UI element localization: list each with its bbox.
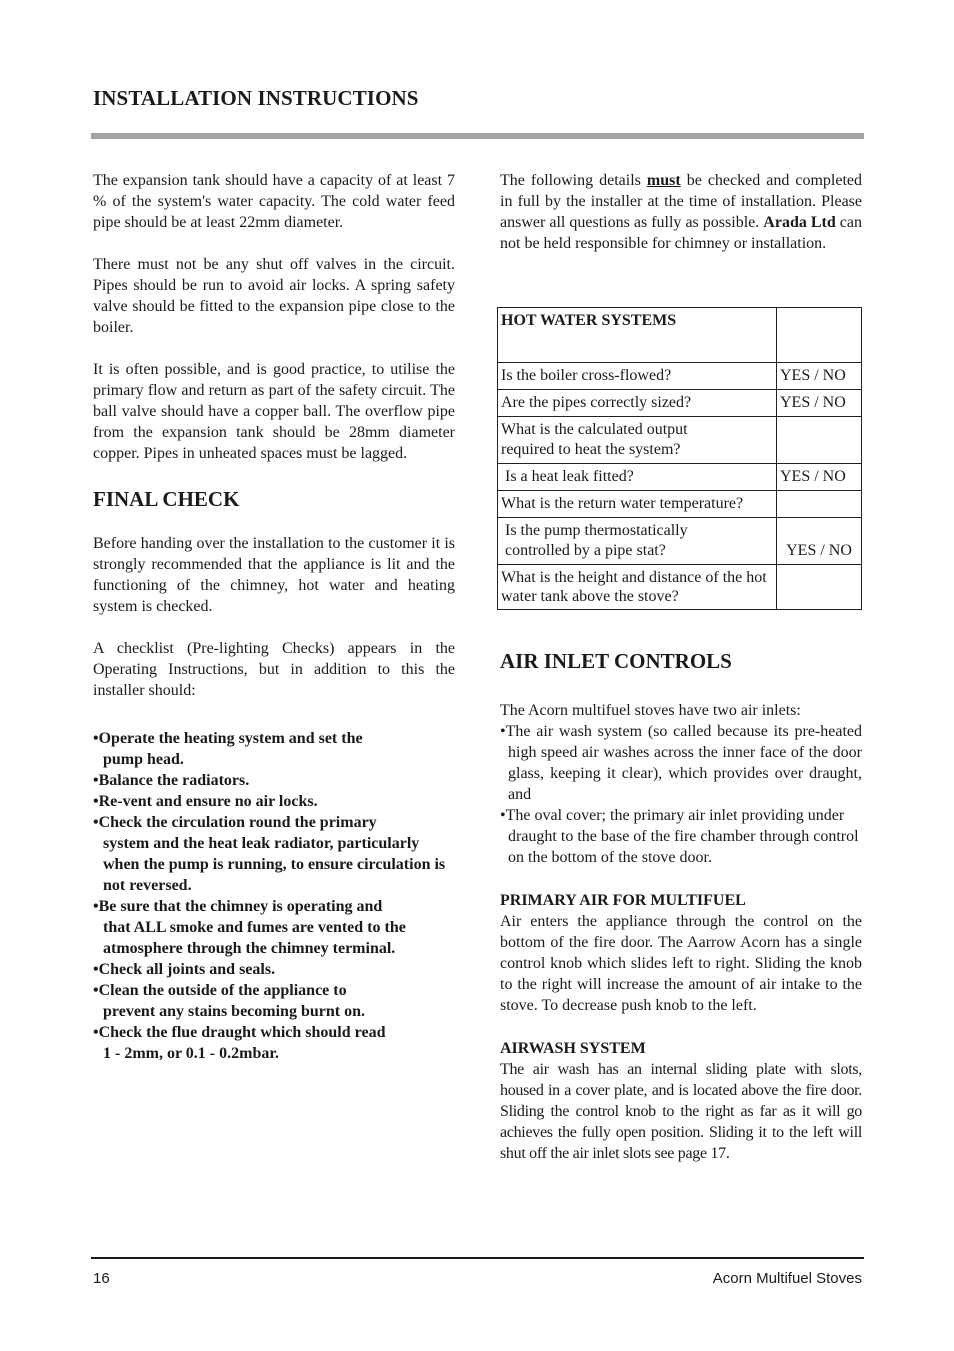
list-item: •The oval cover; the primary air inlet providing under draught to the base of the fire chamber through control on the bottom of the stove door. [500,807,859,866]
page-title: INSTALLATION INSTRUCTIONS [93,86,419,110]
page-number: 16 [93,1270,110,1287]
answer-cell[interactable]: YES / NO [777,363,862,390]
answer-cell[interactable] [777,417,862,464]
company-name: Arada Ltd [763,214,836,231]
left-column [93,170,455,1064]
question-cell: Is the pump thermostatically controlled by a pipe stat? [498,518,777,565]
table-row [498,417,862,464]
hot-water-systems-table [497,307,862,610]
list-item: •The air wash system (so called because its pre-heated high speed air washes across the inner face of the door glass, keeping it clear), which provides over draught, and [500,723,862,803]
table-row [498,363,862,390]
list-item: •Re-vent and ensure no air locks. [93,793,318,810]
answer-cell[interactable]: YES / NO [777,518,862,565]
question-cell: What is the calculated output required to heat the system? [498,417,777,464]
list-item: •Operate the heating system and set the pump head. [93,730,363,768]
question-cell: What is the height and distance of the hot water tank above the stove? [498,565,777,610]
installer-details-paragraph: The following details must be checked and completed in full by the installer at the time of installation. Please answer all questions as fully as possible. Arada Ltd can not be held responsible for chimney or installation. [500,172,862,252]
handover-paragraph: Before handing over the installation to the customer it is strongly recommended that the appliance is lit and the functioning of the chimney, hot water and heating system is checked. [93,535,455,615]
document-title: Acorn Multifuel Stoves [712,1270,862,1287]
air-inlet-intro: The Acorn multifuel stoves have two air inlets: [500,702,801,719]
answer-cell[interactable]: YES / NO [777,390,862,417]
header-divider [91,133,864,139]
primary-air-heading: PRIMARY AIR FOR MULTIFUEL [500,892,746,909]
question-cell: What is the return water temperature? [498,491,777,518]
answer-cell[interactable]: YES / NO [777,464,862,491]
primary-air-text: Air enters the appliance through the control on the bottom of the fire door. The Aarrow Acorn has a single control knob which slides left to right. Sliding the knob to the right will increase the amount of air intake to the stove. To decrease push knob to the left. [500,913,862,1014]
checklist-paragraph: A checklist (Pre-lighting Checks) appears in the Operating Instructions, but in addition to this the installer should: [93,640,455,699]
installer-checklist [93,728,455,1064]
list-item: •Check the circulation round the primary system and the heat leak radiator, particularly when the pump is running, to ensure circulation is not reversed. [93,814,446,894]
table-row [498,390,862,417]
primary-flow-paragraph: It is often possible, and is good practice, to utilise the primary flow and return as part of the safety circuit. The ball valve should have a copper ball. The overflow pipe from the expansion tank should be 28mm diameter copper. Pipes in unheated spaces must be lagged. [93,361,455,462]
table-row [498,518,862,565]
question-cell: Is the boiler cross-flowed? [498,363,777,390]
air-inlet-list [500,721,862,868]
list-item: •Balance the radiators. [93,772,250,789]
question-cell: Is a heat leak fitted? [498,464,777,491]
right-column [500,170,862,254]
answer-cell[interactable] [777,491,862,518]
table-row [498,491,862,518]
expansion-tank-paragraph: The expansion tank should have a capacity of at least 7 % of the system's water capacity. The cold water feed pipe should be at least 22mm diameter. [93,172,455,231]
list-item: •Check all joints and seals. [93,961,276,978]
table-row [498,565,862,610]
air-inlet-section [500,651,862,1164]
table-heading: HOT WATER SYSTEMS [498,308,777,363]
must-emphasis: must [646,172,681,189]
airwash-heading: AIRWASH SYSTEM [500,1040,646,1057]
footer-divider [91,1257,864,1259]
table-row [498,464,862,491]
air-inlet-heading: AIR INLET CONTROLS [500,649,732,673]
final-check-heading: FINAL CHECK [93,487,240,511]
shut-off-valves-paragraph: There must not be any shut off valves in the circuit. Pipes should be run to avoid air locks. A spring safety valve should be fitted to the expansion pipe close to the boiler. [93,256,455,336]
list-item: •Clean the outside of the appliance to prevent any stains becoming burnt on. [93,982,365,1020]
list-item: •Be sure that the chimney is operating and that ALL smoke and fumes are vented to the atmosphere through the chimney terminal. [93,898,406,957]
list-item: •Check the flue draught which should read 1 - 2mm, or 0.1 - 0.2mbar. [93,1024,386,1062]
airwash-text: The air wash has an internal sliding plate with slots, housed in a cover plate, and is located above the fire door. Sliding the control knob to the right as far as it will go achieves the fully open position. Sliding it to the left will shut off the air inlet slots see page 17. [500,1061,862,1162]
table-header-blank [777,308,862,363]
question-cell: Are the pipes correctly sized? [498,390,777,417]
answer-cell[interactable] [777,565,862,610]
table-header-row [498,308,862,363]
